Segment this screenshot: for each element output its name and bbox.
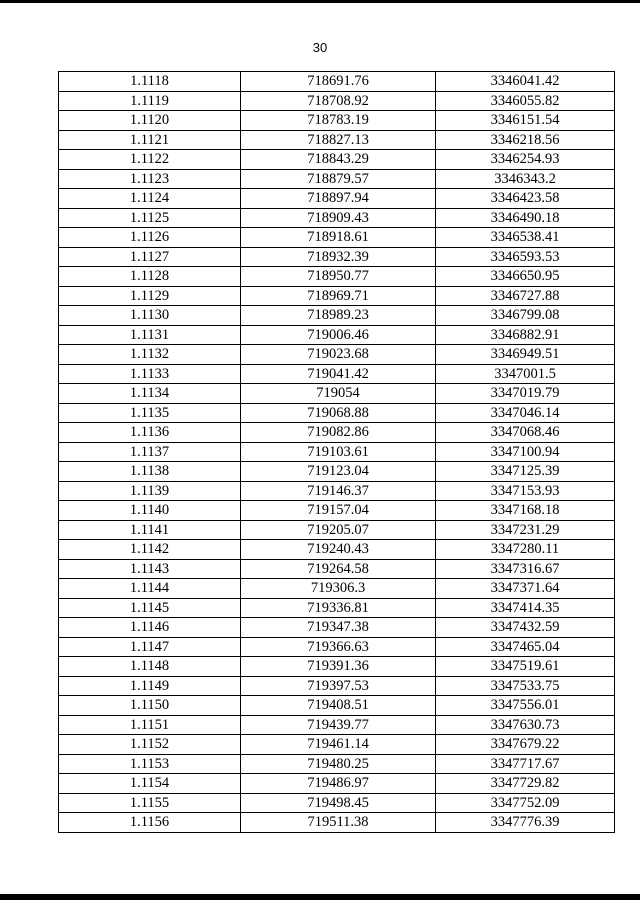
x-coordinate-cell: 719068.88	[241, 403, 436, 423]
y-coordinate-cell: 3347465.04	[436, 637, 615, 657]
y-coordinate-cell: 3347717.67	[436, 754, 615, 774]
x-coordinate-cell: 718879.57	[241, 169, 436, 189]
table-row	[59, 442, 615, 462]
point-id-cell: 1.1137	[59, 442, 241, 462]
x-coordinate-cell: 719041.42	[241, 364, 436, 384]
x-coordinate-cell: 719054	[241, 384, 436, 404]
coordinates-table	[58, 71, 615, 833]
y-coordinate-cell: 3346882.91	[436, 325, 615, 345]
table-row	[59, 150, 615, 170]
x-coordinate-cell: 719498.45	[241, 793, 436, 813]
x-coordinate-cell: 718918.61	[241, 228, 436, 248]
y-coordinate-cell: 3347556.01	[436, 696, 615, 716]
x-coordinate-cell: 719306.3	[241, 579, 436, 599]
point-id-cell: 1.1138	[59, 462, 241, 482]
y-coordinate-cell: 3347280.11	[436, 540, 615, 560]
table-row	[59, 559, 615, 579]
x-coordinate-cell: 719264.58	[241, 559, 436, 579]
point-id-cell: 1.1133	[59, 364, 241, 384]
point-id-cell: 1.1122	[59, 150, 241, 170]
table-row	[59, 208, 615, 228]
point-id-cell: 1.1150	[59, 696, 241, 716]
x-coordinate-cell: 718950.77	[241, 267, 436, 287]
scan-edge-top	[0, 0, 640, 3]
point-id-cell: 1.1129	[59, 286, 241, 306]
x-coordinate-cell: 718691.76	[241, 72, 436, 92]
table-row	[59, 306, 615, 326]
table-row	[59, 267, 615, 287]
table-row	[59, 618, 615, 638]
y-coordinate-cell: 3346593.53	[436, 247, 615, 267]
y-coordinate-cell: 3347776.39	[436, 813, 615, 833]
y-coordinate-cell: 3347019.79	[436, 384, 615, 404]
table-row	[59, 540, 615, 560]
table-row	[59, 403, 615, 423]
y-coordinate-cell: 3347100.94	[436, 442, 615, 462]
point-id-cell: 1.1146	[59, 618, 241, 638]
table-row	[59, 364, 615, 384]
point-id-cell: 1.1142	[59, 540, 241, 560]
y-coordinate-cell: 3347168.18	[436, 501, 615, 521]
table-row	[59, 813, 615, 833]
table-row	[59, 228, 615, 248]
x-coordinate-cell: 718783.19	[241, 111, 436, 131]
x-coordinate-cell: 719408.51	[241, 696, 436, 716]
x-coordinate-cell: 719157.04	[241, 501, 436, 521]
y-coordinate-cell: 3347752.09	[436, 793, 615, 813]
table-row	[59, 520, 615, 540]
table-row	[59, 598, 615, 618]
x-coordinate-cell: 718897.94	[241, 189, 436, 209]
table-row	[59, 130, 615, 150]
y-coordinate-cell: 3346151.54	[436, 111, 615, 131]
point-id-cell: 1.1140	[59, 501, 241, 521]
y-coordinate-cell: 3346218.56	[436, 130, 615, 150]
point-id-cell: 1.1151	[59, 715, 241, 735]
y-coordinate-cell: 3346343.2	[436, 169, 615, 189]
point-id-cell: 1.1134	[59, 384, 241, 404]
table-row	[59, 423, 615, 443]
table-row	[59, 793, 615, 813]
y-coordinate-cell: 3346041.42	[436, 72, 615, 92]
point-id-cell: 1.1152	[59, 735, 241, 755]
table-row	[59, 735, 615, 755]
point-id-cell: 1.1125	[59, 208, 241, 228]
point-id-cell: 1.1123	[59, 169, 241, 189]
table-row	[59, 384, 615, 404]
table-row	[59, 111, 615, 131]
point-id-cell: 1.1148	[59, 657, 241, 677]
point-id-cell: 1.1120	[59, 111, 241, 131]
table-row	[59, 501, 615, 521]
table-row	[59, 696, 615, 716]
point-id-cell: 1.1154	[59, 774, 241, 794]
x-coordinate-cell: 719103.61	[241, 442, 436, 462]
point-id-cell: 1.1139	[59, 481, 241, 501]
y-coordinate-cell: 3346538.41	[436, 228, 615, 248]
y-coordinate-cell: 3347125.39	[436, 462, 615, 482]
table-row	[59, 72, 615, 92]
x-coordinate-cell: 719439.77	[241, 715, 436, 735]
y-coordinate-cell: 3347153.93	[436, 481, 615, 501]
point-id-cell: 1.1124	[59, 189, 241, 209]
x-coordinate-cell: 719205.07	[241, 520, 436, 540]
point-id-cell: 1.1127	[59, 247, 241, 267]
y-coordinate-cell: 3347729.82	[436, 774, 615, 794]
point-id-cell: 1.1144	[59, 579, 241, 599]
y-coordinate-cell: 3347533.75	[436, 676, 615, 696]
page-number: 30	[312, 40, 328, 55]
x-coordinate-cell: 718969.71	[241, 286, 436, 306]
x-coordinate-cell: 718708.92	[241, 91, 436, 111]
table-row	[59, 189, 615, 209]
y-coordinate-cell: 3346055.82	[436, 91, 615, 111]
scan-edge-bottom	[0, 894, 640, 900]
y-coordinate-cell: 3347046.14	[436, 403, 615, 423]
point-id-cell: 1.1143	[59, 559, 241, 579]
x-coordinate-cell: 719347.38	[241, 618, 436, 638]
y-coordinate-cell: 3346490.18	[436, 208, 615, 228]
y-coordinate-cell: 3347679.22	[436, 735, 615, 755]
point-id-cell: 1.1141	[59, 520, 241, 540]
table-row	[59, 481, 615, 501]
point-id-cell: 1.1131	[59, 325, 241, 345]
x-coordinate-cell: 719511.38	[241, 813, 436, 833]
y-coordinate-cell: 3346254.93	[436, 150, 615, 170]
y-coordinate-cell: 3346423.58	[436, 189, 615, 209]
y-coordinate-cell: 3346949.51	[436, 345, 615, 365]
coordinates-table-body	[59, 72, 615, 833]
x-coordinate-cell: 719480.25	[241, 754, 436, 774]
x-coordinate-cell: 719082.86	[241, 423, 436, 443]
x-coordinate-cell: 719006.46	[241, 325, 436, 345]
x-coordinate-cell: 719023.68	[241, 345, 436, 365]
x-coordinate-cell: 719486.97	[241, 774, 436, 794]
y-coordinate-cell: 3347414.35	[436, 598, 615, 618]
y-coordinate-cell: 3347001.5	[436, 364, 615, 384]
point-id-cell: 1.1135	[59, 403, 241, 423]
x-coordinate-cell: 718909.43	[241, 208, 436, 228]
y-coordinate-cell: 3347068.46	[436, 423, 615, 443]
x-coordinate-cell: 719461.14	[241, 735, 436, 755]
table-row	[59, 715, 615, 735]
x-coordinate-cell: 719336.81	[241, 598, 436, 618]
x-coordinate-cell: 719240.43	[241, 540, 436, 560]
point-id-cell: 1.1118	[59, 72, 241, 92]
point-id-cell: 1.1132	[59, 345, 241, 365]
table-row	[59, 247, 615, 267]
table-row	[59, 91, 615, 111]
x-coordinate-cell: 719397.53	[241, 676, 436, 696]
y-coordinate-cell: 3346727.88	[436, 286, 615, 306]
y-coordinate-cell: 3346799.08	[436, 306, 615, 326]
x-coordinate-cell: 719366.63	[241, 637, 436, 657]
table-row	[59, 462, 615, 482]
point-id-cell: 1.1119	[59, 91, 241, 111]
table-row	[59, 774, 615, 794]
table-row	[59, 676, 615, 696]
table-row	[59, 325, 615, 345]
table-row	[59, 345, 615, 365]
table-row	[59, 754, 615, 774]
x-coordinate-cell: 718932.39	[241, 247, 436, 267]
point-id-cell: 1.1121	[59, 130, 241, 150]
table-row	[59, 657, 615, 677]
y-coordinate-cell: 3347630.73	[436, 715, 615, 735]
point-id-cell: 1.1126	[59, 228, 241, 248]
y-coordinate-cell: 3347519.61	[436, 657, 615, 677]
point-id-cell: 1.1130	[59, 306, 241, 326]
table-row	[59, 637, 615, 657]
y-coordinate-cell: 3347316.67	[436, 559, 615, 579]
y-coordinate-cell: 3347371.64	[436, 579, 615, 599]
point-id-cell: 1.1155	[59, 793, 241, 813]
x-coordinate-cell: 718989.23	[241, 306, 436, 326]
y-coordinate-cell: 3346650.95	[436, 267, 615, 287]
x-coordinate-cell: 718843.29	[241, 150, 436, 170]
point-id-cell: 1.1128	[59, 267, 241, 287]
x-coordinate-cell: 719146.37	[241, 481, 436, 501]
point-id-cell: 1.1147	[59, 637, 241, 657]
table-row	[59, 579, 615, 599]
table-row	[59, 286, 615, 306]
y-coordinate-cell: 3347231.29	[436, 520, 615, 540]
table-row	[59, 169, 615, 189]
point-id-cell: 1.1145	[59, 598, 241, 618]
point-id-cell: 1.1153	[59, 754, 241, 774]
y-coordinate-cell: 3347432.59	[436, 618, 615, 638]
x-coordinate-cell: 719123.04	[241, 462, 436, 482]
point-id-cell: 1.1149	[59, 676, 241, 696]
point-id-cell: 1.1156	[59, 813, 241, 833]
point-id-cell: 1.1136	[59, 423, 241, 443]
x-coordinate-cell: 718827.13	[241, 130, 436, 150]
x-coordinate-cell: 719391.36	[241, 657, 436, 677]
